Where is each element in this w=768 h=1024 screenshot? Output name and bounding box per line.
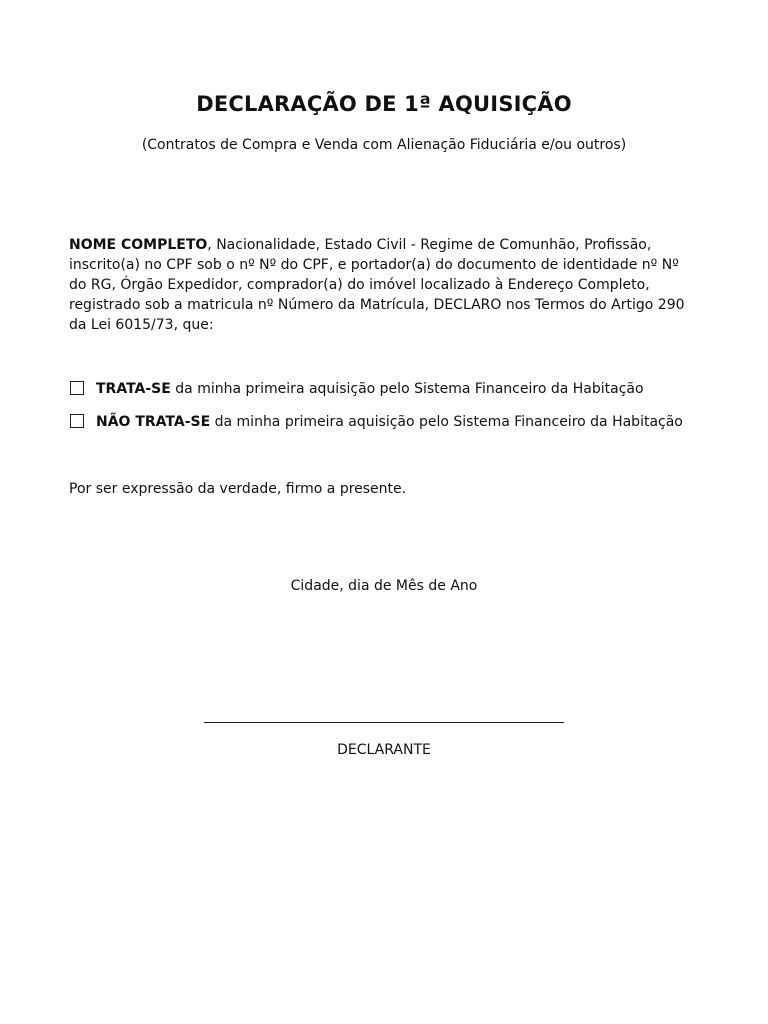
name-placeholder: NOME COMPLETO xyxy=(69,237,208,253)
date-line: Cidade, dia de Mês de Ano xyxy=(290,578,478,594)
document-subtitle: (Contratos de Compra e Venda com Alienação Fiduciária e/ou outros) xyxy=(141,137,627,153)
option-trata-se-bold: TRATA-SE xyxy=(96,381,171,397)
document-title: DECLARAÇÃO DE 1ª AQUISIÇÃO xyxy=(196,92,572,116)
checkbox-trata-se[interactable] xyxy=(70,381,84,395)
signature-label: DECLARANTE xyxy=(337,742,431,758)
option-nao-trata-se xyxy=(70,412,683,432)
option-nao-trata-se-text: da minha primeira aquisição pelo Sistema Financeiro da Habitação xyxy=(210,414,683,430)
option-trata-se xyxy=(70,379,644,399)
signature-line xyxy=(204,722,564,723)
declaration-paragraph xyxy=(69,235,699,335)
declaration-text: , Nacionalidade, Estado Civil - Regime de Comunhão, Profissão, inscrito(a) no CPF sob o nº Nº do CPF, e portador(a) do documento de identidade nº Nº do RG, Órgão Expedidor, comprador(a) do imóvel localizado à Endereço Completo, registrado sob a matricula nº Número da Matrícula, DECLARO nos Termos do Artigo 290 da Lei 6015/73, que: xyxy=(69,237,685,333)
checkbox-nao-trata-se[interactable] xyxy=(70,414,84,428)
closing-statement: Por ser expressão da verdade, firmo a presente. xyxy=(69,481,407,497)
option-trata-se-text: da minha primeira aquisição pelo Sistema Financeiro da Habitação xyxy=(170,381,644,397)
option-nao-trata-se-bold: NÃO TRATA-SE xyxy=(96,414,211,430)
